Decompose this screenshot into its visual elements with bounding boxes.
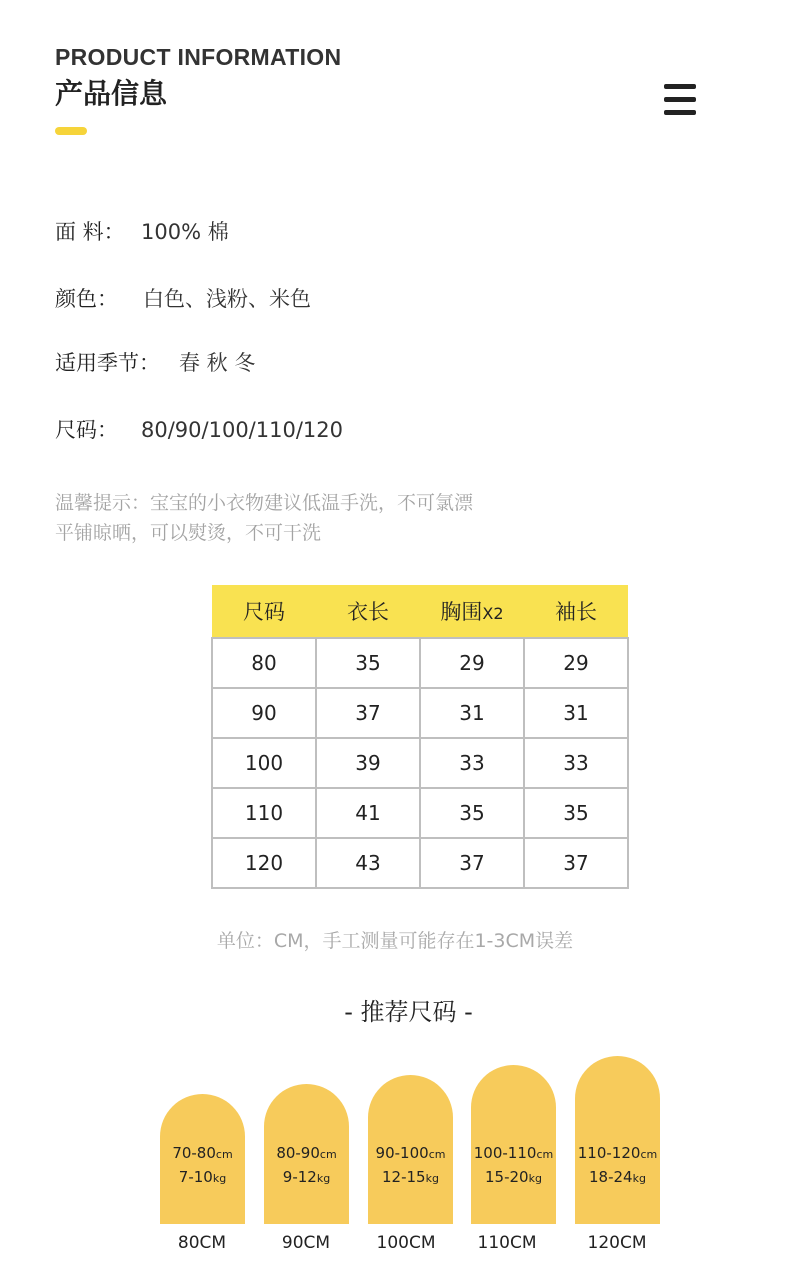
table-cell: 35 (420, 788, 524, 838)
size-label-120: 120CM (587, 1233, 647, 1253)
table-cell: 29 (524, 638, 628, 688)
hamburger-menu-icon[interactable] (664, 84, 696, 116)
arch-weight: 7-10 (178, 1168, 213, 1186)
info-size-value: 80/90/100/110/120 (141, 418, 343, 442)
table-cell: 43 (316, 838, 420, 888)
size-arch-text (575, 1142, 660, 1190)
measurement-unit-note: 单位：CM，手工测量可能存在1-3CM误差 (216, 930, 574, 952)
info-season-label: 适用季节： (55, 351, 160, 375)
info-fabric (55, 216, 229, 246)
arch-height: 70-80 (172, 1144, 216, 1162)
table-cell: 100 (212, 738, 316, 788)
header-sleeve: 袖长 (524, 585, 628, 638)
header-bust-label: 胸围 (440, 600, 483, 624)
size-label-90: 90CM (281, 1233, 331, 1253)
size-label-80: 80CM (177, 1233, 227, 1253)
arch-height: 80-90 (276, 1144, 320, 1162)
table-cell: 39 (316, 738, 420, 788)
info-color-value: 白色、浅粉、米色 (143, 287, 311, 311)
table-row (212, 788, 628, 838)
arch-weight: 18-24 (589, 1168, 633, 1186)
table-cell: 120 (212, 838, 316, 888)
info-size (55, 414, 343, 444)
table-cell: 110 (212, 788, 316, 838)
title-accent-bar (55, 127, 87, 135)
care-tip (55, 488, 575, 548)
header-bust-suffix: X2 (482, 604, 504, 623)
info-season-value: 春 秋 冬 (179, 351, 256, 375)
size-label-110: 110CM (477, 1233, 537, 1253)
table-cell: 35 (524, 788, 628, 838)
size-arch-110 (471, 1065, 556, 1224)
unit-cm: cm (319, 1148, 337, 1161)
table-cell: 37 (316, 688, 420, 738)
recommend-size-title: - 推荐尺码 - (344, 998, 473, 1026)
page-title-en: PRODUCT INFORMATION (55, 44, 342, 70)
table-row (212, 738, 628, 788)
unit-kg: kg (425, 1172, 439, 1185)
arch-weight: 12-15 (382, 1168, 426, 1186)
size-arch-80 (160, 1094, 245, 1224)
info-fabric-value: 100% 棉 (141, 220, 229, 244)
table-cell: 90 (212, 688, 316, 738)
arch-height: 110-120 (577, 1144, 641, 1162)
size-arch-100 (368, 1075, 453, 1224)
table-cell: 41 (316, 788, 420, 838)
table-cell: 31 (524, 688, 628, 738)
care-tip-line-1: 温馨提示：宝宝的小衣物建议低温手洗，不可氯漂 (55, 492, 474, 514)
unit-kg: kg (632, 1172, 646, 1185)
info-size-label: 尺码： (55, 418, 118, 442)
header-length: 衣长 (316, 585, 420, 638)
size-table (211, 585, 629, 889)
info-color-label: 颜色： (55, 287, 118, 311)
size-arch-text (264, 1142, 349, 1190)
unit-cm: cm (215, 1148, 233, 1161)
size-arch-text (160, 1142, 245, 1190)
table-cell: 29 (420, 638, 524, 688)
arch-weight: 9-12 (282, 1168, 317, 1186)
info-season (55, 347, 255, 377)
info-color (55, 283, 311, 313)
table-row (212, 838, 628, 888)
unit-cm: cm (428, 1148, 446, 1161)
header-bust (420, 585, 524, 638)
table-row (212, 638, 628, 688)
info-fabric-label: 面 料： (55, 220, 125, 244)
table-cell: 31 (420, 688, 524, 738)
table-cell: 37 (420, 838, 524, 888)
size-arch-text (471, 1142, 556, 1190)
unit-kg: kg (212, 1172, 227, 1185)
table-cell: 35 (316, 638, 420, 688)
table-cell: 37 (524, 838, 628, 888)
table-row (212, 688, 628, 738)
size-label-100: 100CM (376, 1233, 436, 1253)
unit-cm: cm (640, 1148, 658, 1161)
header-size: 尺码 (212, 585, 316, 638)
page-title-cn: 产品信息 (55, 77, 168, 110)
unit-kg: kg (528, 1172, 542, 1185)
size-table-header (212, 585, 628, 638)
arch-height: 100-110 (473, 1144, 537, 1162)
table-cell: 80 (212, 638, 316, 688)
table-cell: 33 (524, 738, 628, 788)
unit-kg: kg (316, 1172, 331, 1185)
size-arch-90 (264, 1084, 349, 1224)
size-arch-120 (575, 1056, 660, 1224)
arch-weight: 15-20 (485, 1168, 529, 1186)
size-arch-text (368, 1142, 453, 1190)
care-tip-line-2: 平铺晾晒，可以熨烫，不可干洗 (55, 522, 322, 544)
table-cell: 33 (420, 738, 524, 788)
arch-height: 90-100 (375, 1144, 429, 1162)
unit-cm: cm (536, 1148, 554, 1161)
